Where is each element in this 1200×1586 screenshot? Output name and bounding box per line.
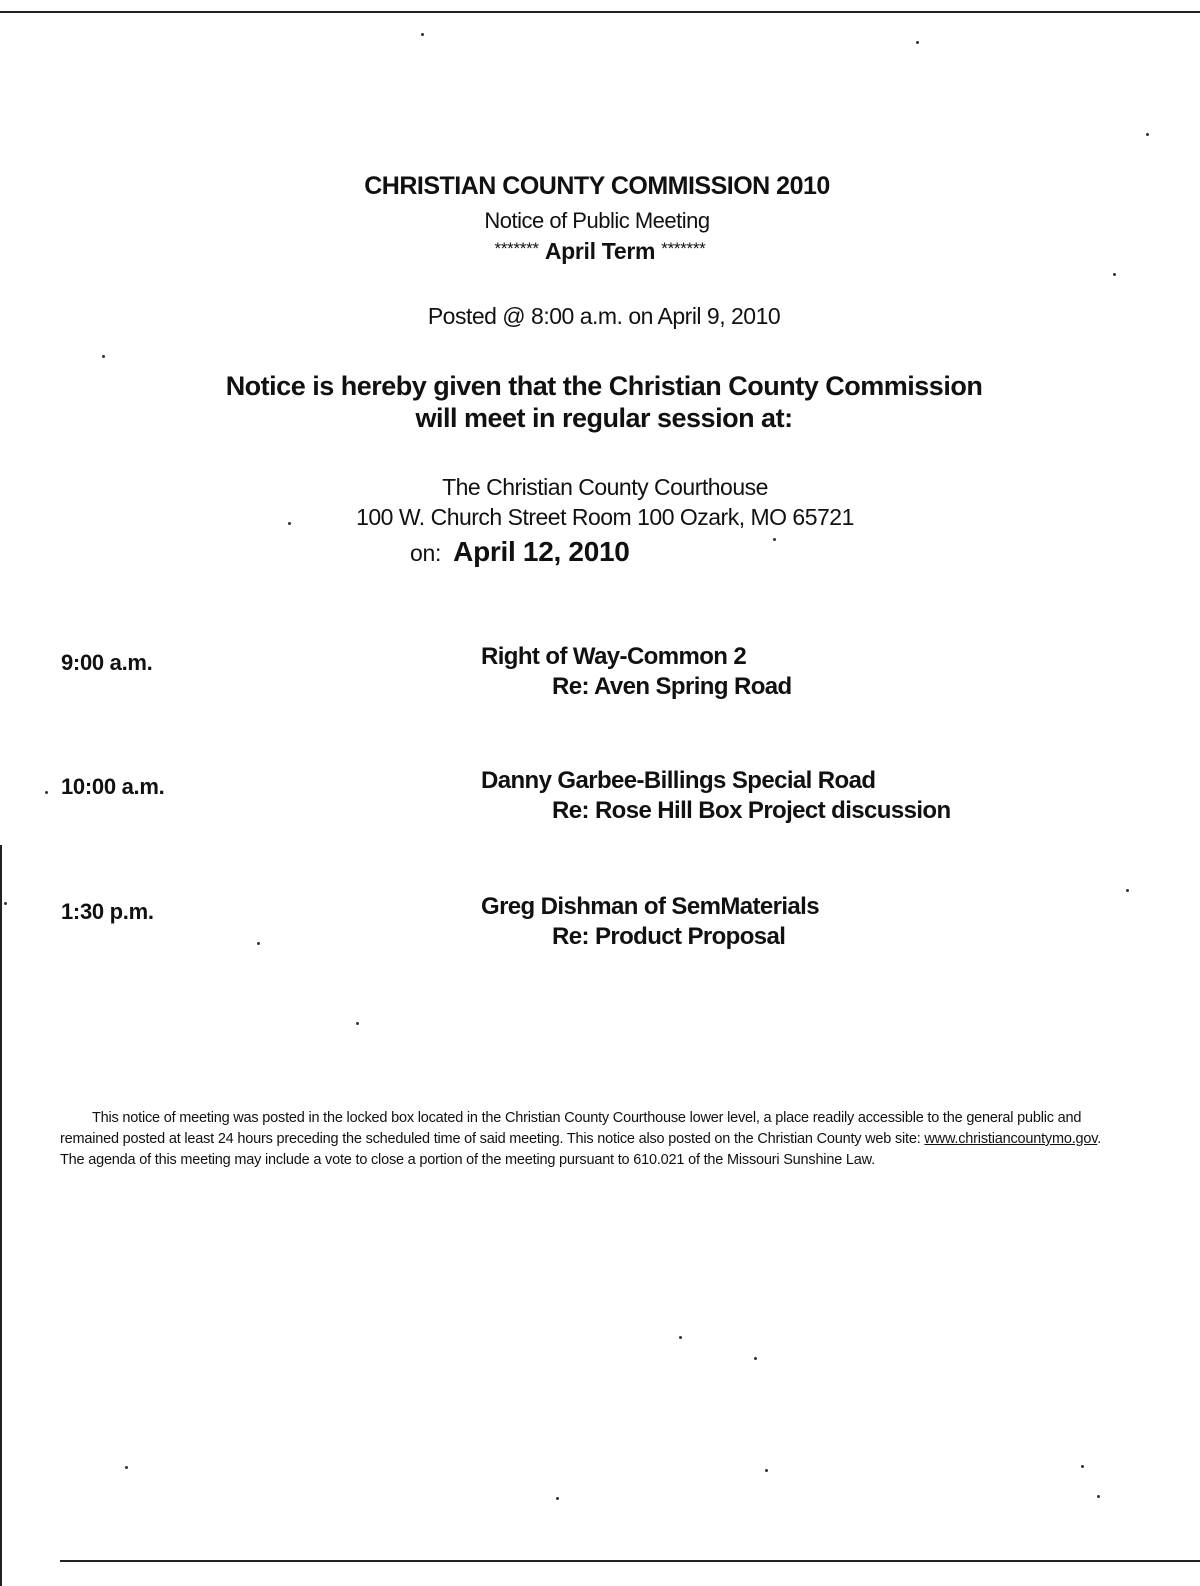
county-website-link[interactable]: www.christiancountymo.gov — [924, 1131, 1098, 1147]
venue-name: The Christian County Courthouse — [442, 474, 768, 500]
agenda-time: 9:00 a.m. — [61, 650, 153, 675]
meeting-date-line — [410, 536, 630, 568]
disclaimer-text-start: This notice of meeting was posted in the locked box located in the Christian County Courthouse lower level, a place readily accessible to the general public and remained posted at least 24 hours preceding the scheduled time of said meeting. This notice also posted on the Christian County web site: — [60, 1110, 1082, 1147]
term-stars-right: ******* — [661, 239, 706, 258]
term-line — [0, 238, 1200, 265]
scan-speck — [356, 1022, 359, 1025]
scan-speck — [1081, 1465, 1084, 1468]
document-title: CHRISTIAN COUNTY COMMISSION 2010 — [364, 172, 830, 200]
term-label: April Term — [544, 238, 656, 264]
meeting-date: April 12, 2010 — [453, 536, 630, 567]
scan-speck — [1113, 273, 1116, 276]
scan-speck — [102, 355, 105, 358]
scan-speck — [4, 902, 7, 905]
notice-statement — [4, 370, 1200, 434]
agenda-item-title: Danny Garbee-Billings Special Road — [481, 767, 876, 794]
scan-speck — [125, 1466, 128, 1469]
agenda-item-title: Greg Dishman of SemMaterials — [481, 893, 819, 920]
venue-block — [5, 472, 1200, 532]
scan-speck — [754, 1357, 757, 1360]
agenda-item-re: Re: Rose Hill Box Project discussion — [552, 797, 951, 824]
scan-speck — [1097, 1495, 1100, 1498]
agenda-item-re: Re: Aven Spring Road — [552, 673, 792, 700]
scan-speck — [765, 1469, 768, 1472]
document-subtitle: Notice of Public Meeting — [484, 208, 710, 233]
left-border-line — [0, 845, 2, 1586]
scan-speck — [679, 1336, 682, 1339]
disclaimer-text-end: . The agenda of this meeting may include a vote to close a portion of the meeting pursuant to 610.021 of the Missouri Sunshine Law. — [60, 1131, 1102, 1168]
scan-speck — [1146, 133, 1149, 136]
agenda-time: 1:30 p.m. — [61, 899, 154, 924]
scan-speck — [1126, 889, 1129, 892]
agenda-item-re: Re: Product Proposal — [552, 923, 786, 950]
bottom-border-line — [60, 1560, 1200, 1562]
scan-speck — [421, 33, 424, 36]
notice-line-2: will meet in regular session at: — [415, 403, 793, 433]
scan-speck — [773, 538, 776, 541]
scan-speck — [45, 791, 48, 794]
agenda-time: 10:00 a.m. — [61, 774, 165, 799]
notice-line-1: Notice is hereby given that the Christian County Commission — [225, 371, 983, 401]
term-stars-left: ******* — [494, 239, 539, 258]
posting-disclaimer — [60, 1108, 1120, 1171]
posted-line: Posted @ 8:00 a.m. on April 9, 2010 — [427, 303, 781, 329]
scan-speck — [257, 942, 260, 945]
on-label: on: — [410, 540, 442, 566]
agenda-item-title: Right of Way-Common 2 — [481, 643, 747, 670]
top-border-line — [0, 11, 1200, 13]
scan-speck — [916, 41, 919, 44]
scan-speck — [556, 1497, 559, 1500]
venue-address: 100 W. Church Street Room 100 Ozark, MO 65721 — [356, 504, 854, 530]
